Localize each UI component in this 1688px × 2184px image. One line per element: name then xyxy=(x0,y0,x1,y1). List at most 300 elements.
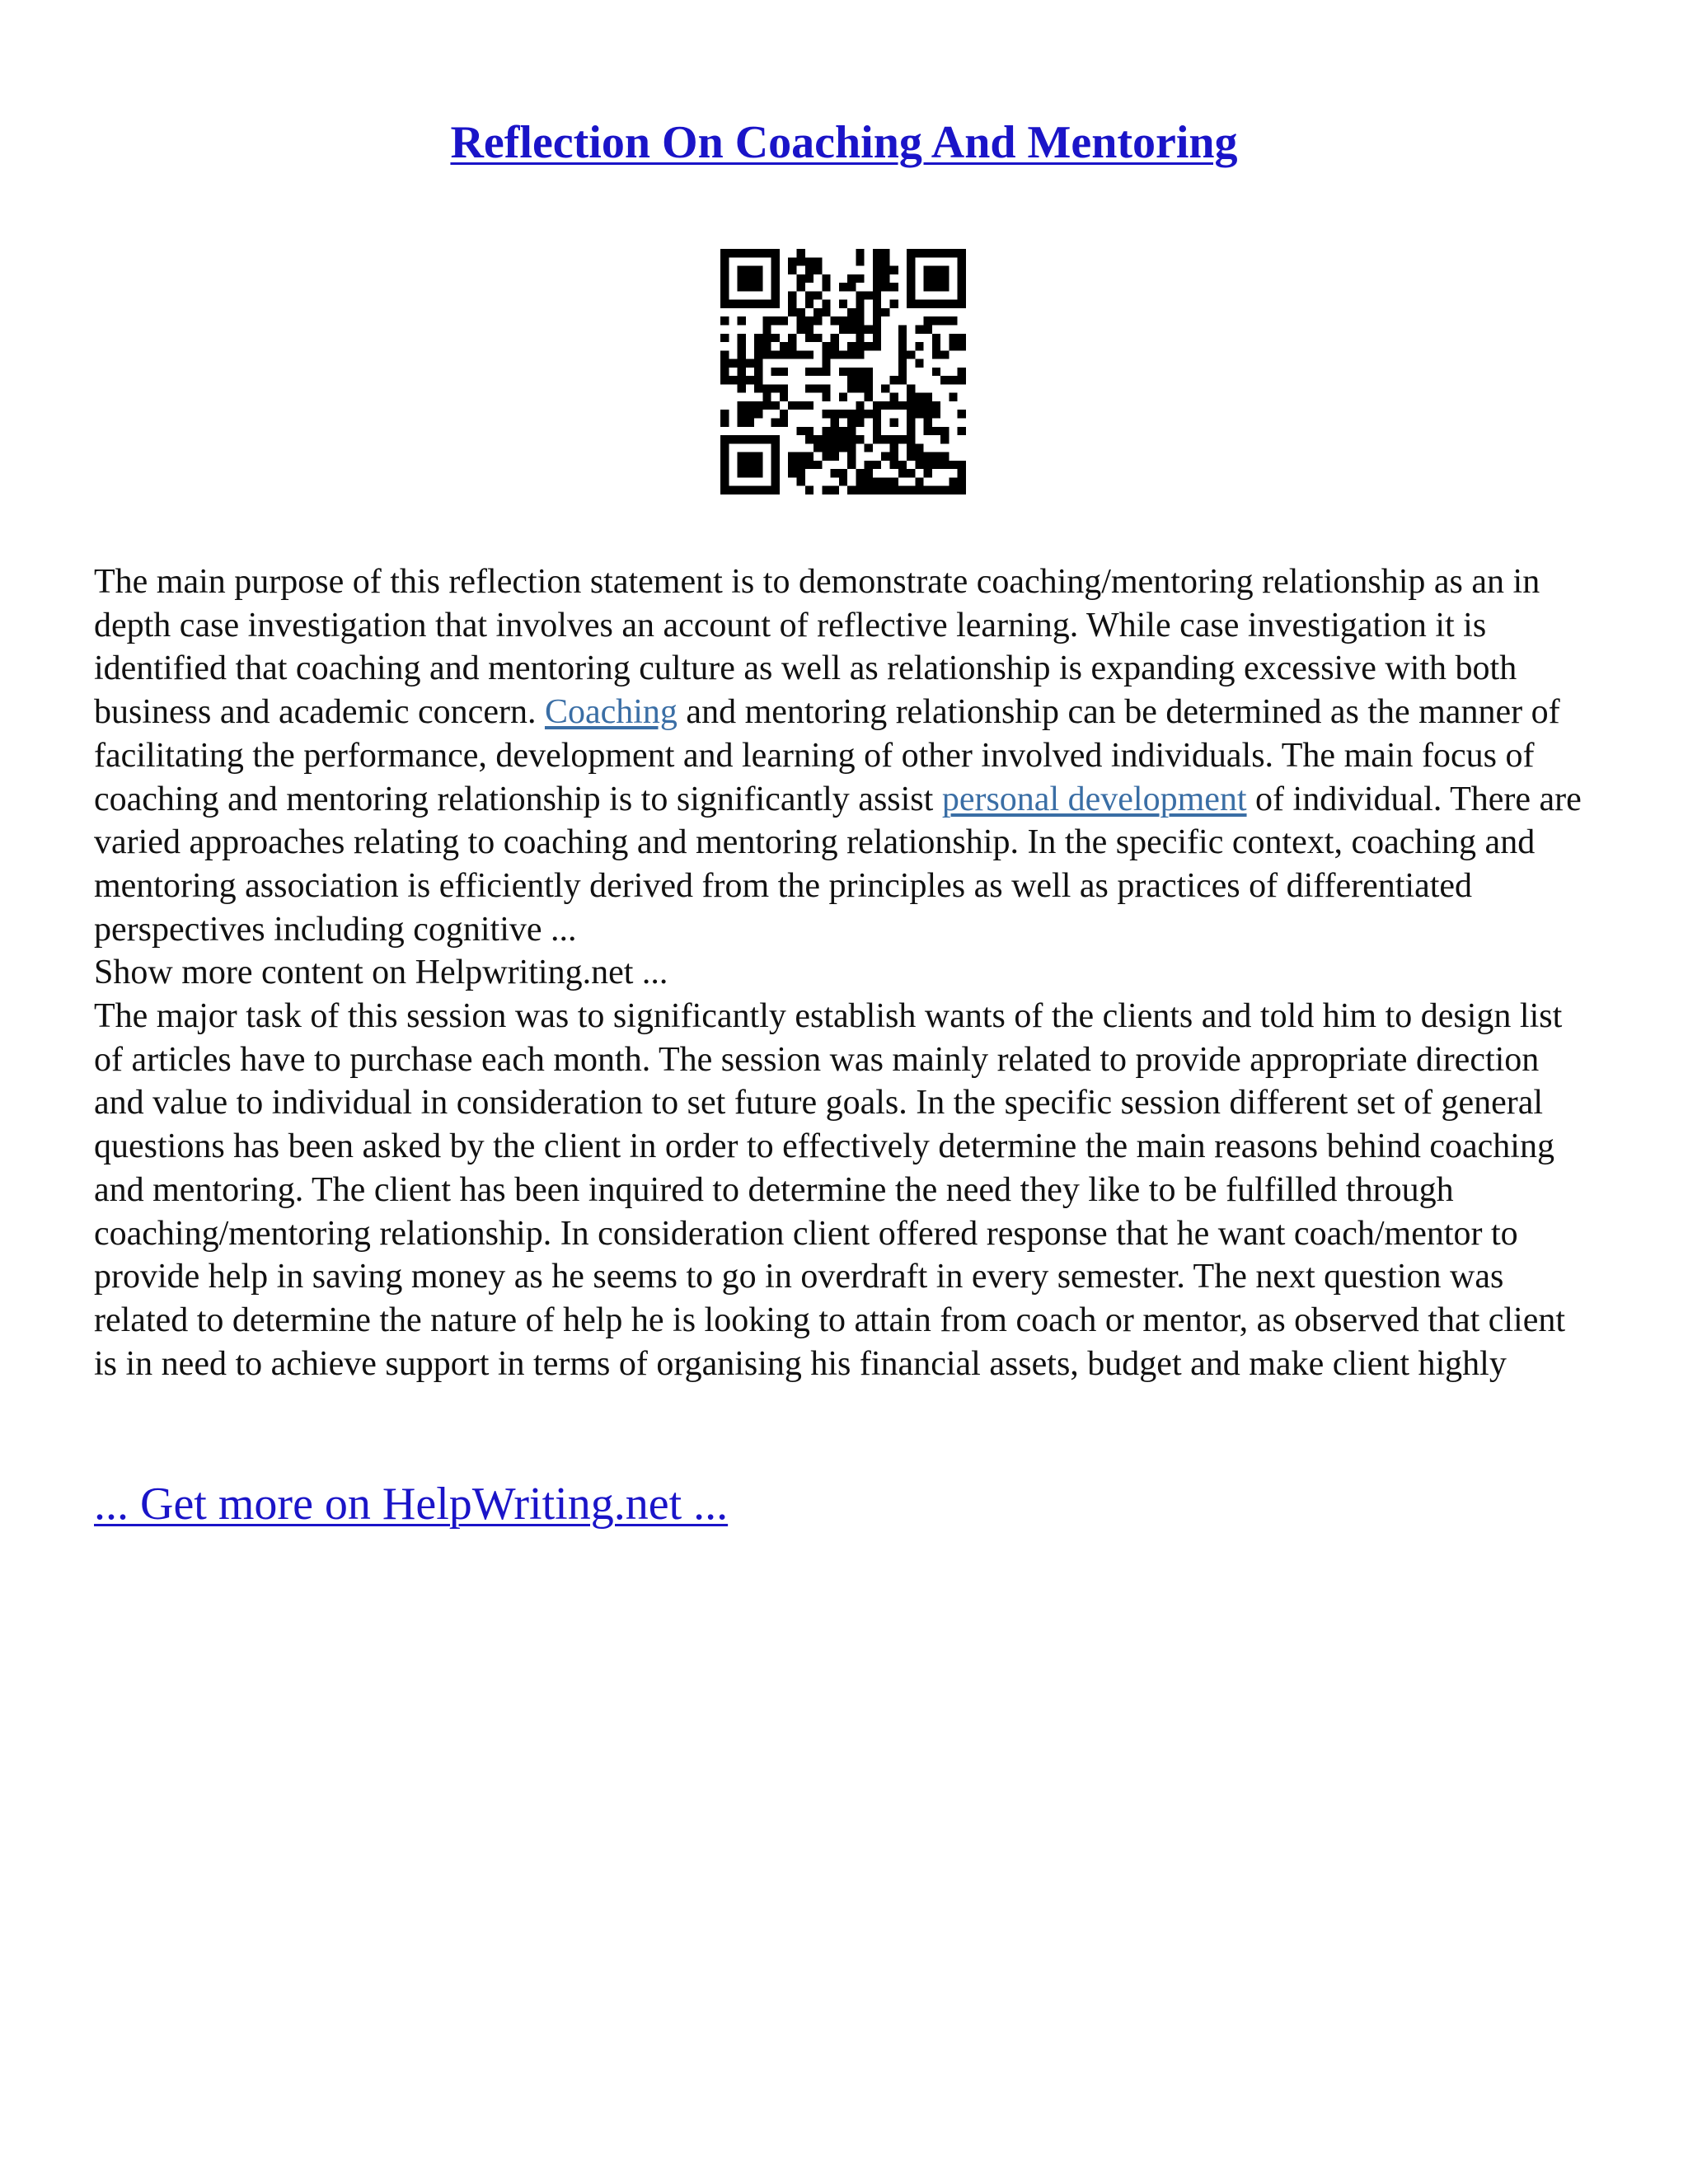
qr-module xyxy=(796,283,804,291)
paragraph-intro-part3: of individual. There are varied approaches relating to coaching and mentoring relationship. In the specific context, coaching and mentoring association is efficiently derived from the principles as well as practices of differentiated perspectives including cognitive ... xyxy=(94,780,1582,949)
qr-module xyxy=(932,249,940,257)
qr-module xyxy=(746,376,754,384)
qr-module xyxy=(771,266,780,274)
qr-module xyxy=(847,443,856,452)
qr-module xyxy=(907,410,915,418)
qr-module xyxy=(932,486,940,494)
qr-module xyxy=(746,359,754,368)
qr-module xyxy=(754,334,762,342)
qr-module xyxy=(746,435,754,443)
qr-module xyxy=(754,469,762,477)
qr-module xyxy=(822,350,830,359)
qr-module xyxy=(814,368,822,376)
qr-module xyxy=(890,393,898,401)
qr-module xyxy=(940,316,949,325)
qr-module xyxy=(839,477,847,485)
qr-module xyxy=(932,427,940,435)
qr-module xyxy=(796,257,804,265)
qr-module xyxy=(907,283,915,291)
qr-module xyxy=(738,342,746,350)
qr-module xyxy=(822,359,830,368)
qr-module xyxy=(907,257,915,265)
qr-module xyxy=(796,401,804,410)
qr-module xyxy=(907,452,915,461)
qr-module xyxy=(856,300,864,308)
qr-module xyxy=(898,461,907,469)
qr-module xyxy=(746,486,754,494)
qr-module xyxy=(762,393,771,401)
qr-module xyxy=(932,316,940,325)
qr-module xyxy=(898,469,907,477)
qr-module xyxy=(881,477,889,485)
qr-module xyxy=(771,334,780,342)
qr-module xyxy=(890,266,898,274)
qr-module xyxy=(847,368,856,376)
qr-module xyxy=(771,477,780,485)
qr-module xyxy=(940,350,949,359)
qr-module xyxy=(890,283,898,291)
qr-module xyxy=(847,342,856,350)
qr-module xyxy=(839,443,847,452)
qr-module xyxy=(738,368,746,376)
qr-module xyxy=(856,486,864,494)
qr-module xyxy=(746,249,754,257)
qr-module xyxy=(865,368,873,376)
qr-module xyxy=(771,452,780,461)
qr-module xyxy=(940,376,949,384)
qr-module xyxy=(873,435,881,443)
qr-module xyxy=(822,300,830,308)
qr-module xyxy=(949,486,957,494)
qr-module xyxy=(856,257,864,265)
qr-module xyxy=(805,435,814,443)
qr-module xyxy=(932,368,940,376)
qr-module xyxy=(720,486,729,494)
qr-module xyxy=(746,452,754,461)
qr-module xyxy=(932,274,940,283)
qr-module xyxy=(932,334,940,342)
qr-module xyxy=(788,291,796,299)
qr-module xyxy=(822,486,830,494)
qr-module xyxy=(771,401,780,410)
qr-module xyxy=(746,274,754,283)
qr-module xyxy=(822,274,830,283)
qr-module xyxy=(746,469,754,477)
qr-module xyxy=(873,342,881,350)
qr-module xyxy=(771,461,780,469)
qr-module xyxy=(915,443,923,452)
qr-module xyxy=(831,486,839,494)
qr-module xyxy=(805,368,814,376)
qr-module xyxy=(720,257,729,265)
qr-module xyxy=(754,368,762,376)
qr-module xyxy=(762,486,771,494)
qr-module xyxy=(958,266,966,274)
qr-module xyxy=(788,300,796,308)
qr-module xyxy=(780,350,788,359)
qr-module xyxy=(805,257,814,265)
qr-module xyxy=(924,410,932,418)
qr-module xyxy=(796,350,804,359)
qr-module xyxy=(873,316,881,325)
qr-module xyxy=(788,469,796,477)
qr-module xyxy=(738,452,746,461)
qr-module xyxy=(814,291,822,299)
qr-module xyxy=(958,300,966,308)
qr-module xyxy=(932,283,940,291)
qr-module xyxy=(762,249,771,257)
qr-module xyxy=(881,308,889,316)
qr-module xyxy=(924,469,932,477)
qr-module xyxy=(856,384,864,392)
qr-module xyxy=(915,325,923,333)
qr-module xyxy=(814,384,822,392)
qr-module xyxy=(873,257,881,265)
qr-module xyxy=(924,249,932,257)
qr-module xyxy=(839,469,847,477)
qr-module xyxy=(754,435,762,443)
qr-module xyxy=(881,486,889,494)
qr-module xyxy=(856,308,864,316)
qr-module xyxy=(940,283,949,291)
qr-module xyxy=(898,325,907,333)
qr-module xyxy=(932,300,940,308)
qr-module xyxy=(856,334,864,342)
qr-module xyxy=(958,291,966,299)
qr-module xyxy=(932,266,940,274)
qr-module xyxy=(796,461,804,469)
qr-module xyxy=(907,486,915,494)
qr-module xyxy=(949,393,957,401)
qr-module xyxy=(924,325,932,333)
qr-module xyxy=(890,401,898,410)
qr-module xyxy=(738,359,746,368)
qr-module xyxy=(898,350,907,359)
qr-module xyxy=(915,486,923,494)
qr-module xyxy=(839,283,847,291)
qr-module xyxy=(771,283,780,291)
qr-module xyxy=(881,435,889,443)
qr-module xyxy=(873,419,881,427)
personal-development-link[interactable]: personal development xyxy=(941,780,1247,818)
coaching-link[interactable]: Coaching xyxy=(544,693,678,732)
qr-module xyxy=(720,334,729,342)
qr-module xyxy=(839,325,847,333)
qr-module xyxy=(831,443,839,452)
qr-module xyxy=(805,325,814,333)
qr-module xyxy=(796,249,804,257)
qr-module xyxy=(720,266,729,274)
qr-module xyxy=(890,443,898,452)
qr-module xyxy=(814,435,822,443)
qr-module xyxy=(831,342,839,350)
qr-module xyxy=(738,410,746,418)
qr-module xyxy=(873,291,881,299)
qr-module xyxy=(822,393,830,401)
qr-module xyxy=(881,384,889,392)
qr-module xyxy=(754,384,762,392)
qr-module xyxy=(720,410,729,418)
qr-module xyxy=(940,486,949,494)
qr-module xyxy=(814,461,822,469)
qr-module xyxy=(924,401,932,410)
qr-module xyxy=(958,469,966,477)
qr-module xyxy=(754,359,762,368)
qr-module xyxy=(720,350,729,359)
qr-module xyxy=(814,443,822,452)
qr-module xyxy=(754,410,762,418)
qr-module xyxy=(907,249,915,257)
qr-module xyxy=(720,368,729,376)
qr-module xyxy=(796,316,804,325)
qr-module xyxy=(932,461,940,469)
qr-module xyxy=(949,316,957,325)
qr-module xyxy=(788,257,796,265)
qr-module xyxy=(856,376,864,384)
qr-module xyxy=(839,316,847,325)
qr-module xyxy=(754,461,762,469)
qr-module xyxy=(881,249,889,257)
qr-module xyxy=(949,461,957,469)
qr-module xyxy=(907,401,915,410)
qr-module xyxy=(856,410,864,418)
qr-module xyxy=(847,350,856,359)
qr-module xyxy=(771,316,780,325)
qr-module xyxy=(738,376,746,384)
qr-module xyxy=(720,376,729,384)
qr-module xyxy=(738,350,746,359)
qr-module xyxy=(881,266,889,274)
qr-module xyxy=(729,486,737,494)
qr-module xyxy=(746,410,754,418)
qr-module xyxy=(847,308,856,316)
qr-module xyxy=(856,325,864,333)
qr-module xyxy=(958,376,966,384)
qr-module xyxy=(847,419,856,427)
qr-module xyxy=(907,419,915,427)
qr-module xyxy=(932,350,940,359)
qr-module xyxy=(754,283,762,291)
qr-module xyxy=(924,427,932,435)
qr-module xyxy=(958,461,966,469)
qr-module xyxy=(873,427,881,435)
qr-module xyxy=(915,401,923,410)
qr-module xyxy=(924,486,932,494)
qr-module xyxy=(958,486,966,494)
qr-module xyxy=(865,443,873,452)
qr-module xyxy=(754,376,762,384)
qr-module xyxy=(873,308,881,316)
qr-module xyxy=(822,427,830,435)
qr-module xyxy=(746,419,754,427)
qr-module xyxy=(865,342,873,350)
article-body xyxy=(94,560,1594,1385)
qr-module xyxy=(720,291,729,299)
qr-module xyxy=(898,342,907,350)
qr-module xyxy=(729,300,737,308)
qr-module xyxy=(788,350,796,359)
qr-module xyxy=(907,443,915,452)
qr-module xyxy=(754,342,762,350)
qr-module xyxy=(856,249,864,257)
qr-module xyxy=(805,274,814,283)
qr-module xyxy=(831,469,839,477)
qr-module xyxy=(847,325,856,333)
qr-module xyxy=(881,452,889,461)
qr-module xyxy=(940,249,949,257)
qr-module xyxy=(720,300,729,308)
qr-module xyxy=(958,342,966,350)
qr-module xyxy=(915,249,923,257)
qr-module xyxy=(873,283,881,291)
qr-module xyxy=(754,249,762,257)
qr-module xyxy=(873,410,881,418)
qr-module xyxy=(839,427,847,435)
qr-module xyxy=(738,283,746,291)
qr-module xyxy=(890,419,898,427)
qr-module xyxy=(881,257,889,265)
qr-module xyxy=(771,469,780,477)
qr-module xyxy=(822,283,830,291)
qr-module xyxy=(847,435,856,443)
qr-module xyxy=(720,452,729,461)
qr-module xyxy=(831,452,839,461)
qr-module xyxy=(907,435,915,443)
qr-module xyxy=(831,410,839,418)
qr-module xyxy=(847,316,856,325)
qr-module xyxy=(881,274,889,283)
qr-module xyxy=(831,419,839,427)
qr-module xyxy=(720,435,729,443)
qr-module xyxy=(771,291,780,299)
qr-module xyxy=(788,334,796,342)
qr-module xyxy=(907,469,915,477)
qr-module xyxy=(856,291,864,299)
qr-module xyxy=(847,384,856,392)
qr-module xyxy=(805,427,814,435)
qr-module xyxy=(940,452,949,461)
qr-module xyxy=(729,376,737,384)
qr-module xyxy=(958,368,966,376)
qr-module xyxy=(746,401,754,410)
qr-module xyxy=(915,477,923,485)
qr-module xyxy=(856,368,864,376)
qr-module xyxy=(915,342,923,350)
qr-module xyxy=(958,274,966,283)
qr-module xyxy=(762,316,771,325)
qr-module xyxy=(958,283,966,291)
qr-module xyxy=(746,300,754,308)
qr-module xyxy=(940,274,949,283)
qr-module xyxy=(754,401,762,410)
qr-module xyxy=(822,342,830,350)
qr-module xyxy=(754,486,762,494)
qr-module xyxy=(958,477,966,485)
qr-module xyxy=(940,461,949,469)
qr-module xyxy=(873,325,881,333)
qr-module xyxy=(924,266,932,274)
qr-module xyxy=(949,342,957,350)
qr-module xyxy=(720,274,729,283)
qr-module xyxy=(738,300,746,308)
qr-module xyxy=(738,435,746,443)
qr-module xyxy=(720,443,729,452)
qr-module xyxy=(762,435,771,443)
qr-module xyxy=(898,486,907,494)
qr-module xyxy=(873,401,881,410)
qr-module xyxy=(865,469,873,477)
qr-module xyxy=(729,359,737,368)
qr-module xyxy=(924,316,932,325)
qr-module xyxy=(915,452,923,461)
qr-module xyxy=(865,291,873,299)
qr-module xyxy=(873,461,881,469)
qr-module xyxy=(898,401,907,410)
qr-module xyxy=(958,410,966,418)
qr-module xyxy=(932,342,940,350)
qr-module xyxy=(907,274,915,283)
qr-module xyxy=(932,401,940,410)
qr-module xyxy=(805,452,814,461)
qr-module xyxy=(898,435,907,443)
qr-module xyxy=(762,350,771,359)
qr-module xyxy=(762,342,771,350)
qr-module xyxy=(831,334,839,342)
qr-module xyxy=(940,435,949,443)
qr-module xyxy=(915,410,923,418)
qr-module xyxy=(762,384,771,392)
qr-module xyxy=(898,334,907,342)
qr-module xyxy=(915,461,923,469)
qr-module xyxy=(847,461,856,469)
qr-module xyxy=(754,274,762,283)
qr-module xyxy=(924,283,932,291)
qr-module xyxy=(940,300,949,308)
qr-module xyxy=(865,393,873,401)
qr-module xyxy=(822,435,830,443)
qr-module xyxy=(720,359,729,368)
qr-module xyxy=(788,461,796,469)
qr-module xyxy=(738,274,746,283)
get-more-link[interactable]: ... Get more on HelpWriting.net ... xyxy=(94,1479,729,1530)
qr-module xyxy=(898,376,907,384)
qr-module xyxy=(814,257,822,265)
qr-module xyxy=(720,249,729,257)
qr-module xyxy=(831,427,839,435)
qr-module xyxy=(873,334,881,342)
qr-module xyxy=(729,249,737,257)
qr-module xyxy=(780,316,788,325)
qr-module xyxy=(738,469,746,477)
qr-module xyxy=(907,266,915,274)
qr-module xyxy=(771,419,780,427)
qr-module xyxy=(839,435,847,443)
qr-module xyxy=(890,452,898,461)
qr-module xyxy=(873,266,881,274)
qr-module xyxy=(720,461,729,469)
page-title[interactable]: Reflection On Coaching And Mentoring xyxy=(450,117,1238,168)
qr-module xyxy=(907,393,915,401)
qr-module xyxy=(805,384,814,392)
qr-module xyxy=(847,274,856,283)
qr-module xyxy=(847,486,856,494)
qr-module xyxy=(771,368,780,376)
qr-module xyxy=(822,410,830,418)
qr-module xyxy=(780,393,788,401)
qr-module xyxy=(856,342,864,350)
qr-module xyxy=(898,368,907,376)
qr-module xyxy=(881,283,889,291)
